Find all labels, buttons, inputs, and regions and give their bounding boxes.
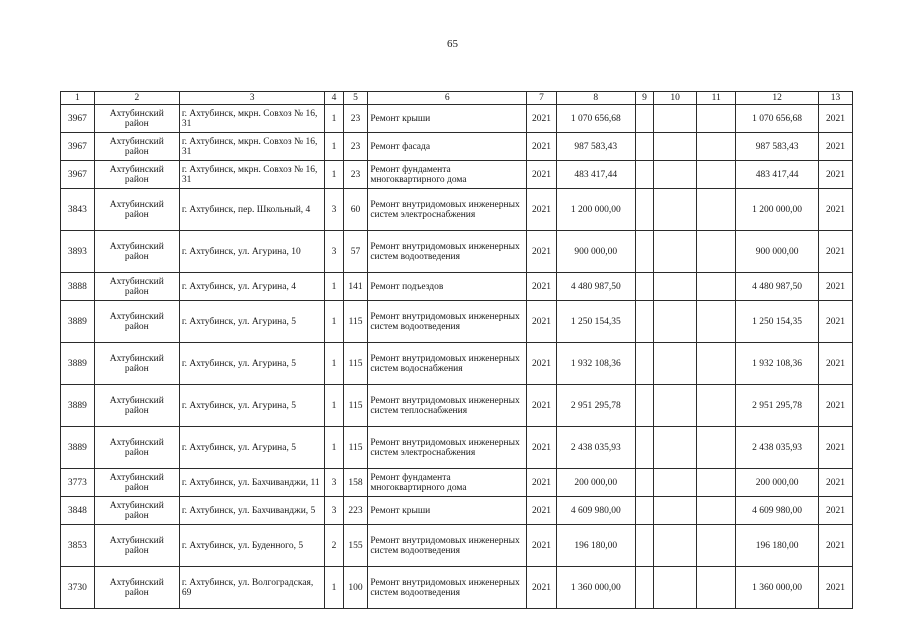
apartments-cell: 23 — [343, 133, 368, 161]
apartments-cell: 115 — [343, 301, 368, 343]
col-9-cell — [635, 133, 653, 161]
table-row — [61, 567, 853, 609]
col-9-cell — [635, 105, 653, 133]
cost-cell: 4 480 987,50 — [556, 273, 635, 301]
column-number: 13 — [819, 92, 853, 105]
year-cell: 2021 — [527, 497, 557, 525]
table-body — [61, 92, 853, 609]
col-11-cell — [697, 427, 736, 469]
col-9-cell — [635, 273, 653, 301]
address-cell: г. Ахтубинск, ул. Волгоградская, 69 — [179, 567, 324, 609]
record-id-cell: 3848 — [61, 497, 95, 525]
total-cost-cell: 483 417,44 — [736, 161, 819, 189]
completion-year-cell: 2021 — [819, 161, 853, 189]
district-cell: Ахтубинский район — [94, 105, 179, 133]
column-number: 2 — [94, 92, 179, 105]
completion-year-cell: 2021 — [819, 525, 853, 567]
address-cell: г. Ахтубинск, мкрн. Совхоз № 16, 31 — [179, 105, 324, 133]
col-9-cell — [635, 567, 653, 609]
total-cost-cell: 1 200 000,00 — [736, 189, 819, 231]
col-11-cell — [697, 525, 736, 567]
total-cost-cell: 1 070 656,68 — [736, 105, 819, 133]
group-cell: 1 — [325, 385, 343, 427]
district-cell: Ахтубинский район — [94, 427, 179, 469]
col-11-cell — [697, 133, 736, 161]
cost-cell: 2 438 035,93 — [556, 427, 635, 469]
total-cost-cell: 2 438 035,93 — [736, 427, 819, 469]
col-9-cell — [635, 161, 653, 189]
col-9-cell — [635, 189, 653, 231]
col-9-cell — [635, 497, 653, 525]
work-type-cell: Ремонт внутридомовых инженерных систем водоотведения — [368, 567, 527, 609]
page-number: 65 — [447, 38, 458, 50]
year-cell: 2021 — [527, 105, 557, 133]
district-cell: Ахтубинский район — [94, 161, 179, 189]
table-row — [61, 231, 853, 273]
col-9-cell — [635, 343, 653, 385]
record-id-cell: 3967 — [61, 161, 95, 189]
address-cell: г. Ахтубинск, ул. Агурина, 4 — [179, 273, 324, 301]
record-id-cell: 3967 — [61, 105, 95, 133]
record-id-cell: 3893 — [61, 231, 95, 273]
record-id-cell: 3889 — [61, 427, 95, 469]
work-type-cell: Ремонт внутридомовых инженерных систем теплоснабжения — [368, 385, 527, 427]
group-cell: 1 — [325, 133, 343, 161]
district-cell: Ахтубинский район — [94, 525, 179, 567]
table-row — [61, 343, 853, 385]
total-cost-cell: 1 932 108,36 — [736, 343, 819, 385]
repair-registry-table — [60, 91, 853, 609]
district-cell: Ахтубинский район — [94, 133, 179, 161]
address-cell: г. Ахтубинск, ул. Агурина, 10 — [179, 231, 324, 273]
total-cost-cell: 196 180,00 — [736, 525, 819, 567]
completion-year-cell: 2021 — [819, 231, 853, 273]
address-cell: г. Ахтубинск, ул. Бахчиванджи, 11 — [179, 469, 324, 497]
col-11-cell — [697, 567, 736, 609]
column-number: 4 — [325, 92, 343, 105]
district-cell: Ахтубинский район — [94, 273, 179, 301]
table-row — [61, 385, 853, 427]
completion-year-cell: 2021 — [819, 273, 853, 301]
cost-cell: 1 250 154,35 — [556, 301, 635, 343]
col-10-cell — [654, 385, 697, 427]
work-type-cell: Ремонт фундамента многоквартирного дома — [368, 161, 527, 189]
group-cell: 1 — [325, 161, 343, 189]
column-number: 10 — [654, 92, 697, 105]
completion-year-cell: 2021 — [819, 427, 853, 469]
col-10-cell — [654, 161, 697, 189]
column-number: 9 — [635, 92, 653, 105]
column-number: 6 — [368, 92, 527, 105]
total-cost-cell: 2 951 295,78 — [736, 385, 819, 427]
group-cell: 1 — [325, 427, 343, 469]
work-type-cell: Ремонт внутридомовых инженерных систем водоотведения — [368, 231, 527, 273]
year-cell: 2021 — [527, 427, 557, 469]
col-10-cell — [654, 133, 697, 161]
completion-year-cell: 2021 — [819, 189, 853, 231]
year-cell: 2021 — [527, 567, 557, 609]
col-9-cell — [635, 427, 653, 469]
col-10-cell — [654, 273, 697, 301]
completion-year-cell: 2021 — [819, 469, 853, 497]
apartments-cell: 115 — [343, 385, 368, 427]
work-type-cell: Ремонт внутридомовых инженерных систем водоотведения — [368, 525, 527, 567]
work-type-cell: Ремонт внутридомовых инженерных систем электроснабжения — [368, 189, 527, 231]
col-10-cell — [654, 567, 697, 609]
group-cell: 1 — [325, 343, 343, 385]
district-cell: Ахтубинский район — [94, 231, 179, 273]
table-row — [61, 469, 853, 497]
group-cell: 1 — [325, 567, 343, 609]
col-10-cell — [654, 525, 697, 567]
col-11-cell — [697, 231, 736, 273]
column-number: 11 — [697, 92, 736, 105]
group-cell: 3 — [325, 497, 343, 525]
col-10-cell — [654, 427, 697, 469]
total-cost-cell: 1 360 000,00 — [736, 567, 819, 609]
work-type-cell: Ремонт внутридомовых инженерных систем водоснабжения — [368, 343, 527, 385]
col-10-cell — [654, 105, 697, 133]
completion-year-cell: 2021 — [819, 497, 853, 525]
col-11-cell — [697, 189, 736, 231]
col-10-cell — [654, 301, 697, 343]
group-cell: 3 — [325, 231, 343, 273]
year-cell: 2021 — [527, 133, 557, 161]
col-10-cell — [654, 231, 697, 273]
apartments-cell: 115 — [343, 343, 368, 385]
table-row — [61, 133, 853, 161]
work-type-cell: Ремонт подъездов — [368, 273, 527, 301]
cost-cell: 483 417,44 — [556, 161, 635, 189]
total-cost-cell: 987 583,43 — [736, 133, 819, 161]
apartments-cell: 115 — [343, 427, 368, 469]
apartments-cell: 60 — [343, 189, 368, 231]
district-cell: Ахтубинский район — [94, 189, 179, 231]
col-11-cell — [697, 301, 736, 343]
year-cell: 2021 — [527, 231, 557, 273]
col-9-cell — [635, 385, 653, 427]
cost-cell: 900 000,00 — [556, 231, 635, 273]
group-cell: 1 — [325, 105, 343, 133]
col-11-cell — [697, 343, 736, 385]
district-cell: Ахтубинский район — [94, 343, 179, 385]
group-cell: 1 — [325, 273, 343, 301]
record-id-cell: 3853 — [61, 525, 95, 567]
cost-cell: 4 609 980,00 — [556, 497, 635, 525]
district-cell: Ахтубинский район — [94, 567, 179, 609]
record-id-cell: 3773 — [61, 469, 95, 497]
apartments-cell: 141 — [343, 273, 368, 301]
address-cell: г. Ахтубинск, ул. Агурина, 5 — [179, 301, 324, 343]
completion-year-cell: 2021 — [819, 343, 853, 385]
col-10-cell — [654, 189, 697, 231]
apartments-cell: 155 — [343, 525, 368, 567]
group-cell: 1 — [325, 301, 343, 343]
table-row — [61, 301, 853, 343]
completion-year-cell: 2021 — [819, 567, 853, 609]
record-id-cell: 3889 — [61, 385, 95, 427]
column-number: 1 — [61, 92, 95, 105]
cost-cell: 2 951 295,78 — [556, 385, 635, 427]
column-number: 3 — [179, 92, 324, 105]
col-11-cell — [697, 385, 736, 427]
year-cell: 2021 — [527, 385, 557, 427]
completion-year-cell: 2021 — [819, 133, 853, 161]
table-row — [61, 189, 853, 231]
table-row — [61, 427, 853, 469]
cost-cell: 1 200 000,00 — [556, 189, 635, 231]
record-id-cell: 3888 — [61, 273, 95, 301]
year-cell: 2021 — [527, 273, 557, 301]
col-10-cell — [654, 343, 697, 385]
year-cell: 2021 — [527, 301, 557, 343]
apartments-cell: 158 — [343, 469, 368, 497]
total-cost-cell: 200 000,00 — [736, 469, 819, 497]
address-cell: г. Ахтубинск, ул. Агурина, 5 — [179, 343, 324, 385]
cost-cell: 200 000,00 — [556, 469, 635, 497]
work-type-cell: Ремонт фасада — [368, 133, 527, 161]
table-row — [61, 497, 853, 525]
address-cell: г. Ахтубинск, ул. Агурина, 5 — [179, 427, 324, 469]
work-type-cell: Ремонт внутридомовых инженерных систем электроснабжения — [368, 427, 527, 469]
col-11-cell — [697, 497, 736, 525]
work-type-cell: Ремонт внутридомовых инженерных систем водоотведения — [368, 301, 527, 343]
record-id-cell: 3967 — [61, 133, 95, 161]
apartments-cell: 223 — [343, 497, 368, 525]
table-row — [61, 161, 853, 189]
col-9-cell — [635, 525, 653, 567]
district-cell: Ахтубинский район — [94, 385, 179, 427]
record-id-cell: 3730 — [61, 567, 95, 609]
completion-year-cell: 2021 — [819, 105, 853, 133]
work-type-cell: Ремонт крыши — [368, 105, 527, 133]
completion-year-cell: 2021 — [819, 301, 853, 343]
col-10-cell — [654, 497, 697, 525]
column-number: 8 — [556, 92, 635, 105]
cost-cell: 1 070 656,68 — [556, 105, 635, 133]
col-11-cell — [697, 273, 736, 301]
table-row — [61, 525, 853, 567]
total-cost-cell: 900 000,00 — [736, 231, 819, 273]
address-cell: г. Ахтубинск, пер. Школьный, 4 — [179, 189, 324, 231]
address-cell: г. Ахтубинск, мкрн. Совхоз № 16, 31 — [179, 161, 324, 189]
completion-year-cell: 2021 — [819, 385, 853, 427]
district-cell: Ахтубинский район — [94, 497, 179, 525]
col-9-cell — [635, 469, 653, 497]
column-number: 5 — [343, 92, 368, 105]
year-cell: 2021 — [527, 525, 557, 567]
year-cell: 2021 — [527, 469, 557, 497]
column-number: 12 — [736, 92, 819, 105]
col-11-cell — [697, 105, 736, 133]
district-cell: Ахтубинский район — [94, 301, 179, 343]
col-11-cell — [697, 469, 736, 497]
year-cell: 2021 — [527, 189, 557, 231]
col-10-cell — [654, 469, 697, 497]
work-type-cell: Ремонт крыши — [368, 497, 527, 525]
apartments-cell: 23 — [343, 105, 368, 133]
address-cell: г. Ахтубинск, мкрн. Совхоз № 16, 31 — [179, 133, 324, 161]
cost-cell: 196 180,00 — [556, 525, 635, 567]
total-cost-cell: 1 250 154,35 — [736, 301, 819, 343]
record-id-cell: 3843 — [61, 189, 95, 231]
apartments-cell: 57 — [343, 231, 368, 273]
group-cell: 3 — [325, 469, 343, 497]
cost-cell: 1 932 108,36 — [556, 343, 635, 385]
apartments-cell: 23 — [343, 161, 368, 189]
group-cell: 2 — [325, 525, 343, 567]
cost-cell: 1 360 000,00 — [556, 567, 635, 609]
cost-cell: 987 583,43 — [556, 133, 635, 161]
address-cell: г. Ахтубинск, ул. Бахчиванджи, 5 — [179, 497, 324, 525]
total-cost-cell: 4 480 987,50 — [736, 273, 819, 301]
work-type-cell: Ремонт фундамента многоквартирного дома — [368, 469, 527, 497]
table-row — [61, 105, 853, 133]
column-number: 7 — [527, 92, 557, 105]
apartments-cell: 100 — [343, 567, 368, 609]
col-11-cell — [697, 161, 736, 189]
col-9-cell — [635, 301, 653, 343]
column-number-row — [61, 92, 853, 105]
address-cell: г. Ахтубинск, ул. Буденного, 5 — [179, 525, 324, 567]
record-id-cell: 3889 — [61, 343, 95, 385]
district-cell: Ахтубинский район — [94, 469, 179, 497]
total-cost-cell: 4 609 980,00 — [736, 497, 819, 525]
year-cell: 2021 — [527, 343, 557, 385]
table-row — [61, 273, 853, 301]
col-9-cell — [635, 231, 653, 273]
address-cell: г. Ахтубинск, ул. Агурина, 5 — [179, 385, 324, 427]
group-cell: 3 — [325, 189, 343, 231]
record-id-cell: 3889 — [61, 301, 95, 343]
year-cell: 2021 — [527, 161, 557, 189]
